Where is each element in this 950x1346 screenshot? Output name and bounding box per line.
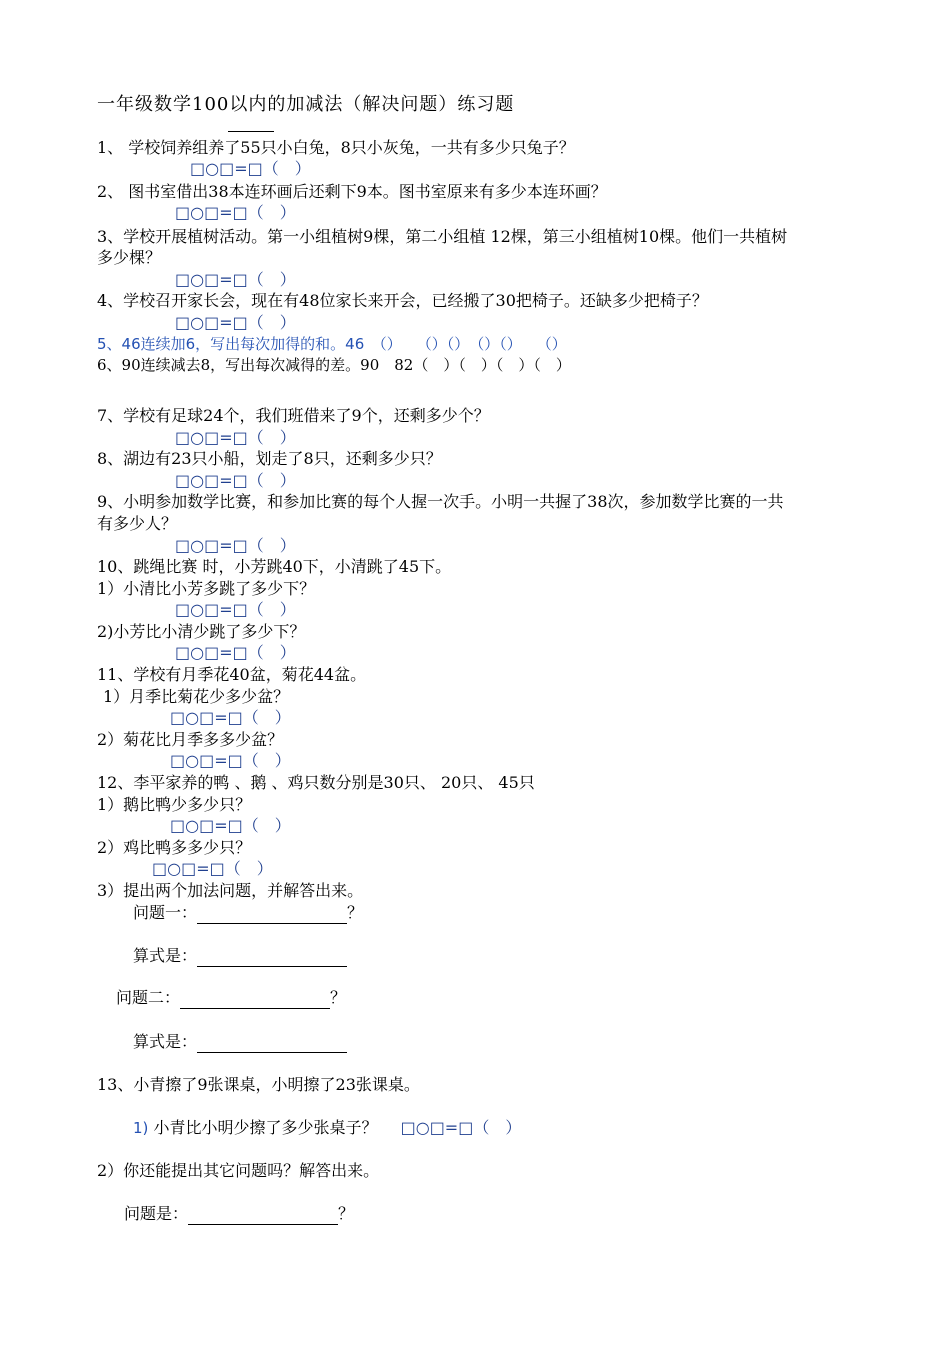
answer-formula-10-2[interactable]: □○□=□（ ） [175,643,296,662]
question-mark: ？ [347,903,364,922]
question-7: 7、学校有足球24个，我们班借来了9个，还剩多少个？ [97,406,490,425]
question-12-part-1: 1）鹅比鸭少多少只？ [97,795,252,814]
answer-formula-7[interactable]: □○□=□（ ） [175,428,296,447]
problem-is-blank[interactable] [188,1206,338,1225]
question-11: 11、学校有月季花40盆，菊花44盆。 [97,665,367,684]
formula-one-label: 算式是： [133,946,198,965]
answer-formula-10-1[interactable]: □○□=□（ ） [175,600,296,619]
question-9-line-1: 9、小明参加数学比赛，和参加比赛的每个人握一次手。小明一共握了38次，参加数学比赛的一共 [97,492,784,511]
problem-two-blank[interactable] [180,990,330,1009]
answer-formula-12-1[interactable]: □○□=□（ ） [170,816,291,835]
answer-formula-9[interactable]: □○□=□（ ） [175,536,296,555]
question-1: 1、 学校饲养组养了55只小白兔，8只小灰兔，一共有多少只兔子？ [97,138,575,157]
question-13-part-1-number: 1) [133,1119,149,1137]
question-2: 2、 图书室借出38本连环画后还剩下9本。图书室原来有多少本连环画？ [97,182,607,201]
problem-two-row [116,987,346,1009]
answer-formula-12-2[interactable]: □○□=□（ ） [152,859,273,878]
problem-one-row [133,902,363,924]
formula-one-blank[interactable] [197,948,347,967]
question-10: 10、跳绳比赛 时，小芳跳40下，小清跳了45下。 [97,557,452,576]
question-mark: ？ [338,1204,355,1223]
question-11-part-2: 2）菊花比月季多多少盆？ [97,730,284,749]
question-13: 13、小青擦了9张课桌，小明擦了23张课桌。 [97,1075,420,1094]
formula-two-blank[interactable] [197,1034,347,1053]
answer-formula-4[interactable]: □○□=□（ ） [175,313,296,332]
problem-is-label: 问题是： [124,1204,189,1223]
question-12-part-3: 3）提出两个加法问题，并解答出来。 [97,881,364,900]
question-13-part-1-row [133,1117,521,1139]
answer-formula-13-1[interactable]: □○□=□（ ） [400,1118,522,1137]
answer-formula-8[interactable]: □○□=□（ ） [175,471,296,490]
problem-two-label: 问题二： [116,988,181,1007]
question-6: 6、90连续减去8，写出每次减得的差。90 82（ ）（ ）（ ）（ ） [97,356,571,374]
question-9-line-2: 有多少人？ [97,514,178,533]
formula-two-label: 算式是： [133,1032,198,1051]
question-13-part-2: 2）你还能提出其它问题吗？解答出来。 [97,1161,380,1180]
problem-one-label: 问题一： [133,903,198,922]
problem-is-row [124,1203,354,1225]
formula-two-row [133,1031,347,1053]
question-3-line-2: 多少棵？ [97,248,162,267]
question-5: 5、46连续加6，写出每次加得的和。46 （） （）（） （）（） （） [97,335,567,353]
question-11-part-1: 1）月季比菊花少多少盆？ [103,687,290,706]
answer-formula-3[interactable]: □○□=□（ ） [175,270,296,289]
question-10-part-1: 1）小清比小芳多跳了多少下？ [97,579,316,598]
question-12-part-2: 2）鸡比鸭多多少只？ [97,838,252,857]
question-10-part-2: 2)小芳比小清少跳了多少下？ [97,622,306,641]
title-underline [228,131,274,132]
question-3-line-1: 3、学校开展植树活动。第一小组植树9棵，第二小组植 12棵，第三小组植树10棵。他们一共植树 [97,227,788,246]
question-4: 4、学校召开家长会，现在有48位家长来开会，已经搬了30把椅子。还缺多少把椅子？ [97,291,708,310]
page-title: 一年级数学100以内的加减法（解决问题）练习题 [97,94,515,115]
answer-formula-11-2[interactable]: □○□=□（ ） [170,751,291,770]
question-13-part-1: 小青比小明少擦了多少张桌子？ [153,1118,378,1137]
question-mark: ？ [330,988,347,1007]
answer-formula-1[interactable]: □○□=□（ ） [190,159,311,178]
formula-one-row [133,945,347,967]
answer-formula-2[interactable]: □○□=□（ ） [175,203,296,222]
answer-formula-11-1[interactable]: □○□=□（ ） [170,708,291,727]
question-8: 8、湖边有23只小船，划走了8只，还剩多少只？ [97,449,442,468]
problem-one-blank[interactable] [197,905,347,924]
question-12: 12、李平家养的鸭 、鹅 、鸡只数分别是30只、 20只、 45只 [97,773,535,792]
